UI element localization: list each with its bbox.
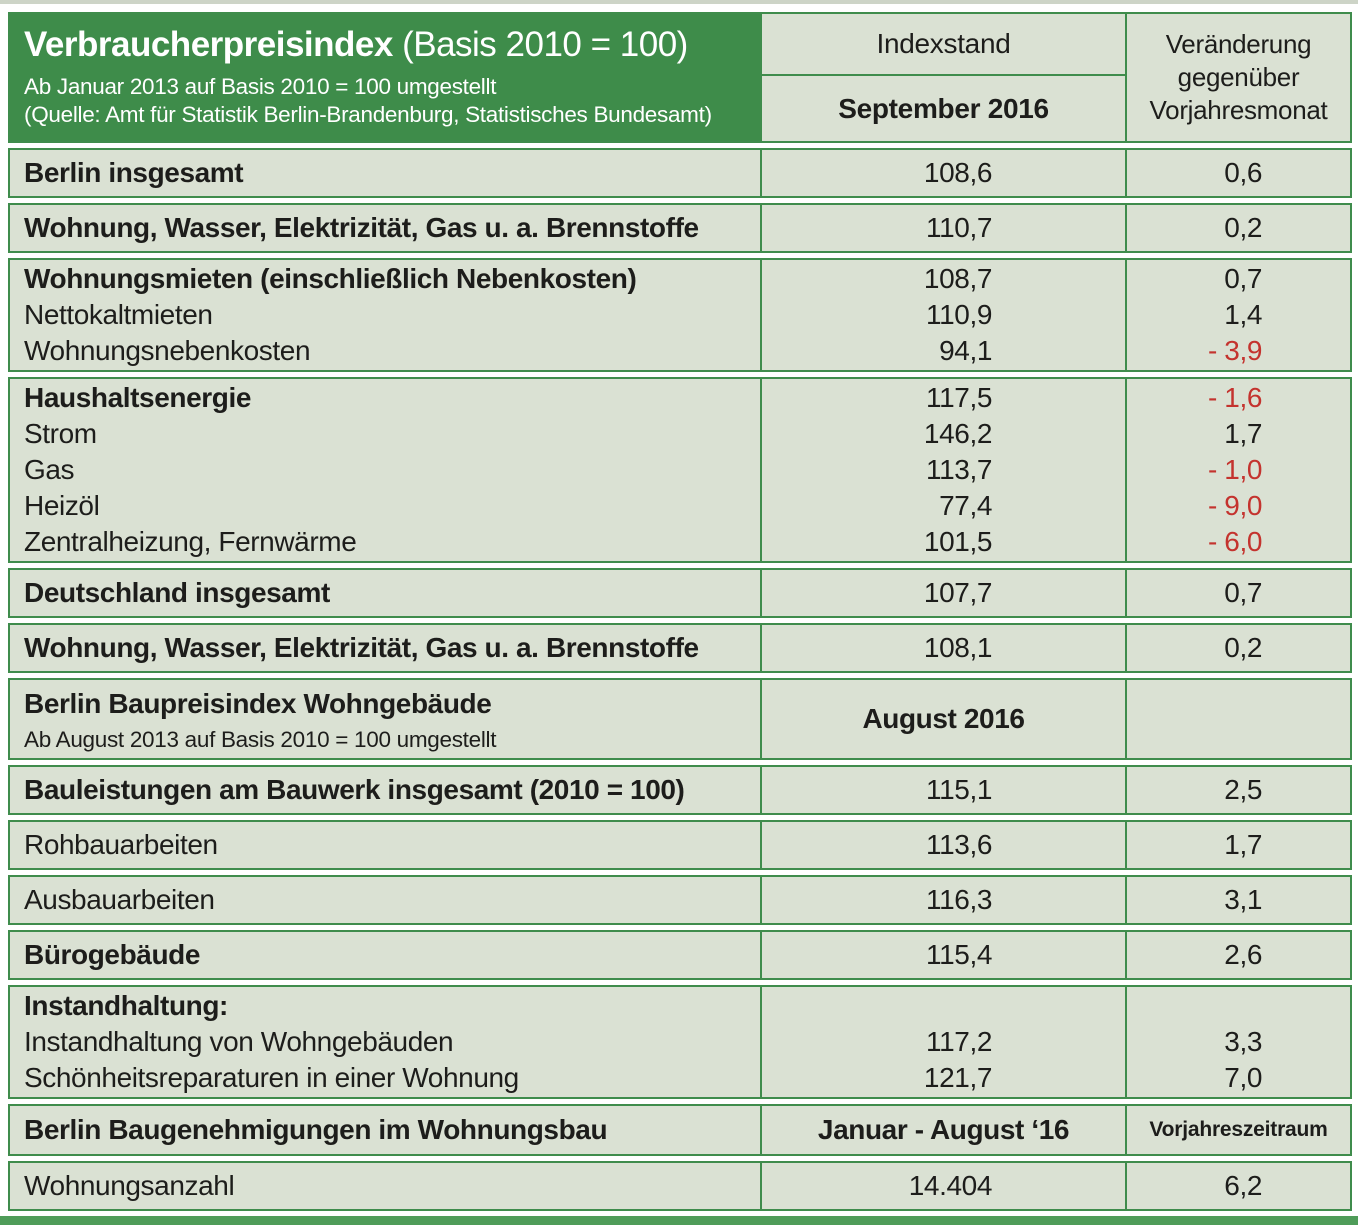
- index-column: [760, 987, 1125, 1097]
- row-label: Berlin Baupreisindex Wohngebäude: [24, 688, 492, 719]
- index-value: 113,6: [926, 829, 992, 860]
- index-value: 146,2: [923, 418, 992, 449]
- index-value: 117,5: [926, 382, 992, 413]
- table-row-block: [8, 1161, 1352, 1211]
- row-label: Deutschland insgesamt: [24, 577, 330, 608]
- row-label: Wohnungsmieten (einschließlich Nebenkosten): [24, 263, 637, 294]
- change-value: 0,6: [1224, 157, 1262, 188]
- index-value: 107,7: [923, 577, 992, 608]
- change-column: [1125, 680, 1350, 758]
- index-value: 77,4: [939, 490, 992, 521]
- row-label: Instandhaltung:: [24, 990, 228, 1021]
- label-column: [10, 260, 760, 370]
- row-label: Wohnungsanzahl: [24, 1170, 235, 1201]
- row-label: Nettokaltmieten: [24, 299, 213, 330]
- page-title: Verbraucherpreisindex: [24, 25, 393, 64]
- label-column: [10, 625, 760, 671]
- table-row-block: [8, 148, 1352, 198]
- change-value: - 6,0: [1207, 526, 1262, 557]
- row-label: Strom: [24, 418, 97, 449]
- row-label: Instandhaltung von Wohngebäuden: [24, 1026, 454, 1057]
- top-edge-strip: [0, 0, 1358, 4]
- row-label: Wohnung, Wasser, Elektrizität, Gas u. a. Brennstoffe: [24, 212, 699, 243]
- label-column: [10, 379, 760, 561]
- index-column: [760, 932, 1125, 978]
- change-column: [1125, 822, 1350, 868]
- table-row-block: [8, 678, 1352, 760]
- row-label: Wohnung, Wasser, Elektrizität, Gas u. a. Brennstoffe: [24, 632, 699, 663]
- index-value: 108,7: [923, 263, 992, 294]
- index-value: Januar - August ‘16: [817, 1114, 1070, 1145]
- change-value: - 1,0: [1207, 454, 1262, 485]
- label-column: [10, 1163, 760, 1209]
- table-row-block: [8, 258, 1352, 372]
- change-value: [1127, 701, 1350, 737]
- source-note: (Quelle: Amt für Statistik Berlin-Brandenburg, Statistisches Bundesamt): [24, 101, 712, 127]
- change-column: [1125, 1163, 1350, 1209]
- change-value: 3,3: [1224, 1026, 1262, 1057]
- index-column: [760, 150, 1125, 196]
- index-value: 115,1: [926, 774, 992, 805]
- table-row-block: [8, 875, 1352, 925]
- bottom-green-bar: [0, 1216, 1358, 1225]
- index-value: 108,6: [923, 157, 992, 188]
- change-value: - 9,0: [1207, 490, 1262, 521]
- change-column: [1125, 1106, 1350, 1154]
- table-row-block: [8, 623, 1352, 673]
- label-column: [10, 1106, 760, 1154]
- label-column: [10, 877, 760, 923]
- change-value: 0,2: [1224, 212, 1262, 243]
- change-value: 1,4: [1224, 299, 1262, 330]
- table-row-block: [8, 765, 1352, 815]
- index-column: [760, 1163, 1125, 1209]
- change-column: [1125, 260, 1350, 370]
- title-basis-suffix: (Basis 2010 = 100): [392, 25, 688, 64]
- row-label: Heizöl: [24, 490, 100, 521]
- change-column: [1125, 150, 1350, 196]
- table-row-block: [8, 377, 1352, 563]
- index-value: 101,5: [923, 526, 992, 557]
- row-label: Gas: [24, 454, 75, 485]
- change-column: [1125, 877, 1350, 923]
- row-label: Ausbauarbeiten: [24, 884, 215, 915]
- table-row-block: [8, 568, 1352, 618]
- row-label: Berlin Baugenehmigungen im Wohnungsbau: [24, 1114, 608, 1145]
- table-row-block: [8, 985, 1352, 1099]
- index-column: [760, 625, 1125, 671]
- index-value: 110,9: [926, 299, 992, 330]
- row-label: Bürogebäude: [24, 939, 201, 970]
- table-row-block: [8, 930, 1352, 980]
- title-cell: [10, 14, 760, 141]
- index-column: [760, 767, 1125, 813]
- index-column: [760, 877, 1125, 923]
- row-label: Zentralheizung, Fernwärme: [24, 526, 357, 557]
- change-value: 3,1: [1224, 884, 1262, 915]
- change-column: [1125, 205, 1350, 251]
- label-column: [10, 680, 760, 758]
- index-value: 117,2: [926, 1026, 992, 1057]
- index-column: [760, 680, 1125, 758]
- table-row-block: [8, 203, 1352, 253]
- index-value: 113,7: [926, 454, 992, 485]
- index-column: [760, 260, 1125, 370]
- label-column: [10, 150, 760, 196]
- index-column: [760, 379, 1125, 561]
- row-label: Berlin insgesamt: [24, 157, 244, 188]
- table-row-block: [8, 820, 1352, 870]
- label-column: [10, 205, 760, 251]
- row-sublabel: Ab August 2013 auf Basis 2010 = 100 umgestellt: [24, 727, 497, 752]
- row-label: Schönheitsreparaturen in einer Wohnung: [24, 1062, 519, 1093]
- change-value: - 3,9: [1207, 335, 1262, 366]
- index-value: 94,1: [939, 335, 992, 366]
- change-column: [1125, 987, 1350, 1097]
- table-header: [8, 12, 1352, 143]
- change-value: - 1,6: [1207, 382, 1262, 413]
- change-value: 1,7: [1224, 418, 1262, 449]
- change-value: 2,5: [1224, 774, 1262, 805]
- row-label: Bauleistungen am Bauwerk insgesamt (2010 = 100): [24, 774, 685, 805]
- price-index-table: [8, 12, 1352, 1225]
- change-value: 0,7: [1224, 577, 1262, 608]
- table-row-block: [8, 1104, 1352, 1156]
- row-label: Haushaltsenergie: [24, 382, 252, 413]
- change-column: [1125, 625, 1350, 671]
- change-value: 6,2: [1224, 1170, 1262, 1201]
- title-subtitle: Ab Januar 2013 auf Basis 2010 = 100 umgestellt: [24, 74, 497, 99]
- index-column: [760, 822, 1125, 868]
- index-value: 14.404: [908, 1170, 992, 1201]
- label-column: [10, 822, 760, 868]
- index-value: 116,3: [926, 884, 992, 915]
- change-column: [1125, 570, 1350, 616]
- row-label: Rohbauarbeiten: [24, 829, 218, 860]
- index-column: [760, 205, 1125, 251]
- index-value: 121,7: [923, 1062, 992, 1093]
- change-value: 7,0: [1224, 1062, 1262, 1093]
- change-value: 1,7: [1224, 829, 1262, 860]
- change-value: 0,7: [1224, 263, 1262, 294]
- change-header-cell: Veränderung gegenüber Vorjahresmonat: [1125, 14, 1350, 141]
- change-value: [1127, 988, 1350, 1024]
- indexstand-label: Indexstand: [762, 14, 1125, 76]
- change-column: [1125, 379, 1350, 561]
- label-column: [10, 987, 760, 1097]
- label-column: [10, 767, 760, 813]
- page-title-line: [24, 24, 760, 66]
- label-column: [10, 932, 760, 978]
- change-value: 0,2: [1224, 632, 1262, 663]
- change-column: [1125, 932, 1350, 978]
- table-body: [8, 148, 1352, 1211]
- index-value: 108,1: [923, 632, 992, 663]
- change-value: 2,6: [1224, 939, 1262, 970]
- index-value: 110,7: [926, 212, 992, 243]
- index-period-label: September 2016: [838, 92, 1049, 124]
- index-value: 115,4: [926, 939, 992, 970]
- index-value: August 2016: [862, 703, 1025, 734]
- change-value: Vorjahreszeitraum: [1149, 1118, 1328, 1141]
- label-column: [10, 570, 760, 616]
- change-column: [1125, 767, 1350, 813]
- index-column: [760, 570, 1125, 616]
- indexstand-header-cell: [760, 14, 1125, 141]
- index-value: [762, 988, 1125, 1024]
- row-label: Wohnungsnebenkosten: [24, 335, 311, 366]
- index-column: [760, 1106, 1125, 1154]
